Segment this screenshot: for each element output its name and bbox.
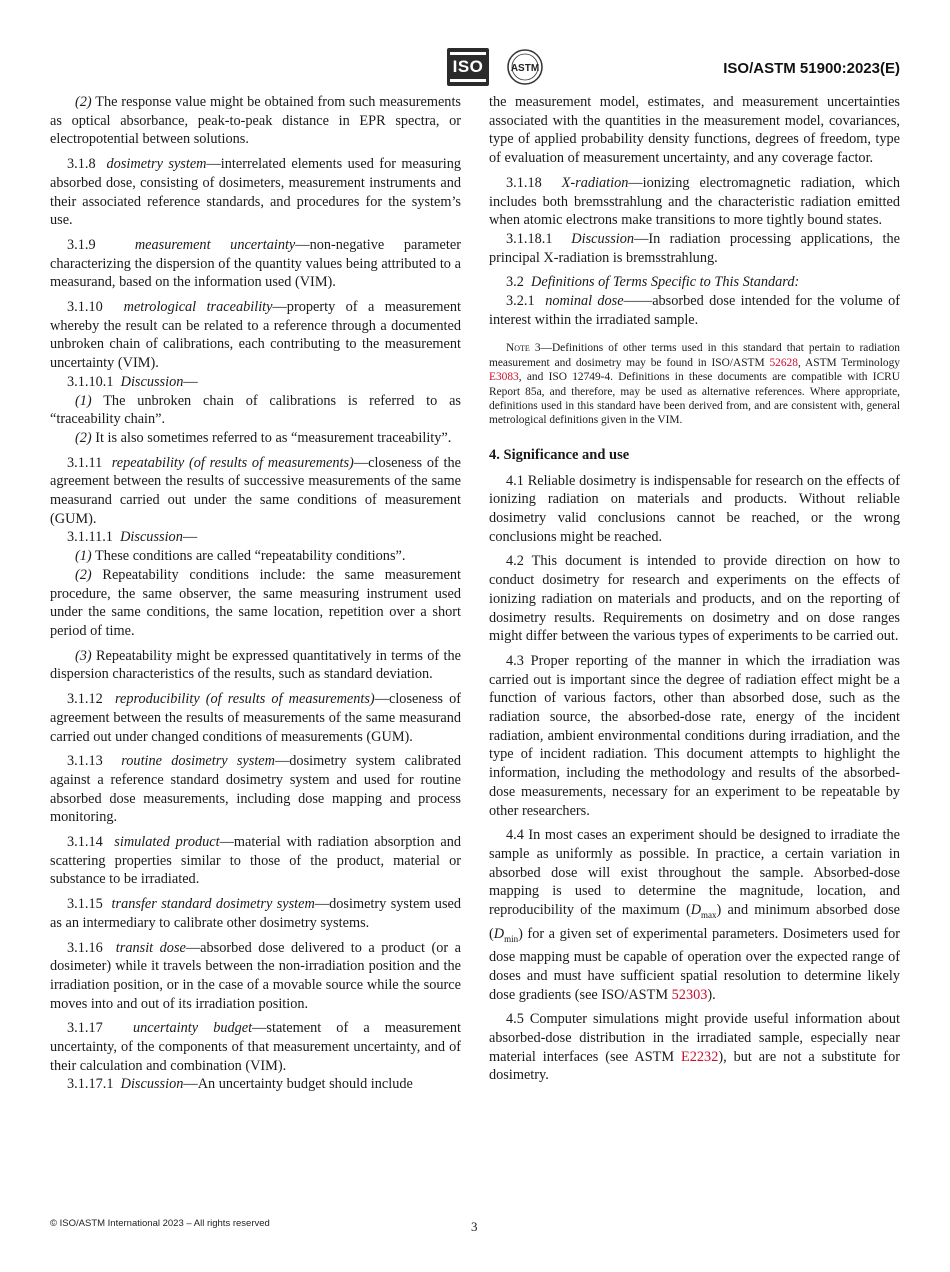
definition-3-1-17: 3.1.17 uncertainty budget—statement of a measurement uncertainty, of the components of that measurement uncertainty, and of their calculation and combination (VIM).: [50, 1020, 461, 1074]
copyright-footer: © ISO/ASTM International 2023 – All rights reserved: [50, 1218, 270, 1229]
paragraph-4-4: 4.4 In most cases an experiment should be designed to irradiate the sample as uniformly as possible. In practice, a certain variation in absorbed dose will exist throughout the sample. Absorbed-dose mapping is used to determine the magnitude, location, and reproducibility of the maximum $(D_{max})$ and minimum absorbed dose $(D_{min})$ for a given set of experimental parameters. Dosimeters used for dose mapping must be capable of operation over the expected range of doses and must have sufficient spatial resolution to determine likely dose gradients (see ISO/ASTM 52303).: [489, 827, 901, 1003]
page-number: 3: [471, 1219, 478, 1234]
reference-link[interactable]: 52303: [671, 986, 708, 1003]
list-item: (2) Repeatability conditions include: the same measurement procedure, the same observer, the same measuring instrument used under the same conditions, the same location, repetition over a short period of time.: [50, 566, 461, 639]
astm-logo-text: ASTM: [510, 63, 540, 74]
paragraph: (2) The response value might be obtained from such measurements as optical absorbance, peak-to-peak distance in EPR spectra, or electropotential between solutions.: [50, 94, 461, 148]
reference-link[interactable]: 52628: [769, 356, 798, 369]
list-item: (2) It is also sometimes referred to as “measurement traceability”.: [75, 429, 452, 446]
left-column: [50, 93, 461, 1100]
paragraph-4-2: 4.2 This document is intended to provide direction on how to conduct dosimetry for research and experiments on the effects of ionizing radiation on materials and products, and on the reporting of dosimetry results. Requirements on dosimetry and on dose ranges might differ between the various types of experiments to be carried out.: [489, 553, 900, 645]
discussion-3-1-17-1: 3.1.17.1 Discussion—An uncertainty budget should include: [67, 1076, 413, 1093]
list-item: (1) The unbroken chain of calibrations is referred to as “traceability chain”.: [50, 392, 461, 428]
section-3-2: 3.2 Definitions of Terms Specific to This Standard:: [506, 274, 800, 291]
paragraph-4-3: 4.3 Proper reporting of the manner in which the irradiation was carried out is important since the degree of radiation effect might be a function of various factors, other than absorbed dose, such as the radiation source, the absorbed-dose rate, energy of the incident radiation, ambient environmental conditions during irradiation, and the type of incident radiation. This document attempts to highlight the information, including the methodology and results of the absorbed-dose measurements, necessary for an experiment to be repeatable by other researchers.: [489, 652, 900, 819]
section-heading: 4. Significance and use: [489, 446, 630, 463]
document-id: ISO/ASTM 51900:2023(E): [723, 60, 900, 77]
list-item: (3) Repeatability might be expressed quantitatively in terms of the dispersion characteristics of the results, such as standard deviation.: [50, 647, 461, 683]
note-3: Note 3—Definitions of other terms used in this standard that pertain to radiation measurement and dosimetry may be found in ISO/ASTM 52628, ASTM Terminology E3083, and ISO 12749-4. Definitions in these documents are compatible with ICRU Report 85a, and therefore, may be used as alternative references. Where appropriate, definitions used in this standard have been derived from, and are consistent with, general metrological definitions given in the VIM.: [489, 342, 900, 427]
iso-logo-text: ISO: [452, 57, 484, 76]
definition-3-2-1: 3.2.1 nominal dose——absorbed dose intended for the volume of interest within the irradiated sample.: [489, 293, 900, 328]
list-item: (1) These conditions are called “repeatability conditions”.: [75, 548, 406, 565]
definition-3-1-15: 3.1.15 transfer standard dosimetry system—dosimetry system used as an intermediary to calibrate other dosimetry systems.: [50, 896, 462, 931]
definition-3-1-9: 3.1.9 measurement uncertainty—non-negative parameter characterizing the dispersion of the quantity values being attributed to a measurand, based on the information used (VIM).: [50, 236, 461, 291]
iso-logo: [447, 48, 489, 86]
discussion-3-1-11-1: 3.1.11.1 Discussion—: [67, 529, 198, 546]
paragraph-continuation: the measurement model, estimates, and measurement uncertainties associated with the quantities in the measurement model, covariances, type of applied probability density functions, degrees of freedom, type of evaluation of measurement uncertainty, and any coverage factor.: [489, 94, 900, 167]
astm-logo: [505, 47, 545, 87]
discussion-3-1-10-1: 3.1.10.1 Discussion—: [67, 373, 198, 390]
definition-3-1-10: 3.1.10 metrological traceability—property of a measurement whereby the result can be related to a reference through a documented unbroken chain of calibrations, each contributing to the measurement uncertainty (VIM).: [50, 299, 461, 372]
paragraph-4-1: 4.1 Reliable dosimetry is indispensable for research on the effects of ionizing radiation on materials and products. Without reliable dosimetry valid conclusions cannot be reached, or the wrong conclusions might be reached.: [489, 472, 900, 545]
reference-link[interactable]: E2232: [681, 1048, 719, 1065]
right-column: [489, 93, 900, 1091]
definition-3-1-18: 3.1.18 X-radiation—ionizing electromagnetic radiation, which includes both bremsstrahlung and the characteristic radiation emitted when atomic electrons make transitions to more tightly bound states.: [489, 174, 900, 229]
definition-3-1-13: 3.1.13 routine dosimetry system—dosimetry system calibrated against a reference standard dosimetry system and used for routine absorbed dose measurements, including dose mapping and process monitoring.: [50, 753, 462, 826]
definition-3-1-11: 3.1.11 repeatability (of results of measurements)—closeness of the agreement between the results of successive measurements of the same measurand carried out under the same conditions of measurement (GUM).: [50, 454, 461, 527]
definition-3-1-16: 3.1.16 transit dose—absorbed dose delivered to a product (or a dosimeter) while it travels between the non-irradiation position and the irradiation position, or in the case of a movable source while the source moves into and out of its irradiation position.: [50, 939, 461, 1012]
reference-link[interactable]: E3083: [489, 371, 519, 384]
definition-3-1-12: 3.1.12 reproducibility (of results of measurements)—closeness of agreement between the results of measurements of the same measurand carried out under changed conditions of measurements (GUM).: [50, 691, 461, 745]
discussion-3-1-18-1: 3.1.18.1 Discussion—In radiation processing applications, the principal X-radiation is bremsstrahlung.: [489, 230, 900, 266]
paragraph-4-5: 4.5 Computer simulations might provide useful information about absorbed-dose distribution in the irradiated sample, especially near material interfaces (see ASTM E2232), but are not a substitute for dosimetry.: [489, 1011, 900, 1084]
definition-3-1-8: 3.1.8 dosimetry system—interrelated elements used for measuring absorbed dose, consisting of dosimeters, measurement instruments and their associated reference standards, and procedures for the system’s use.: [50, 156, 461, 229]
definition-3-1-14: 3.1.14 simulated product—material with radiation absorption and scattering properties similar to those of the product, material or substance to be irradiated.: [50, 834, 461, 888]
